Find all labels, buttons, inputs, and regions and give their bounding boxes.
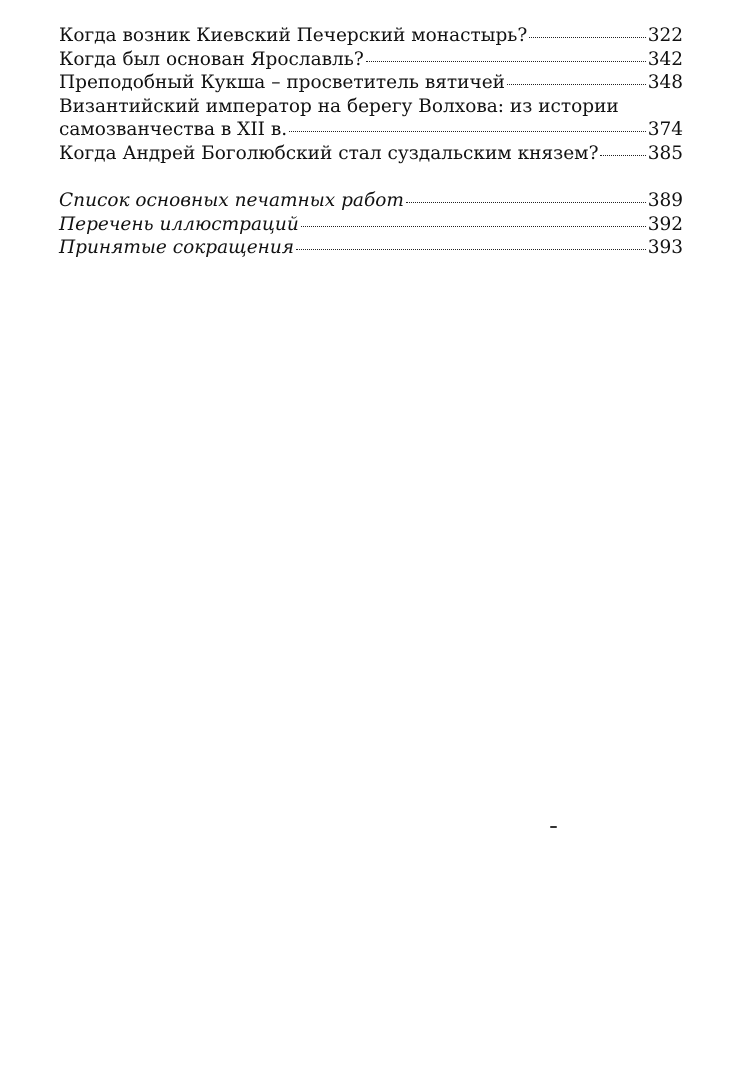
toc-entry-page: 389 (647, 190, 683, 211)
dot-leader (289, 131, 646, 132)
toc-entry-page: 393 (647, 237, 683, 258)
toc-entry-page: 348 (647, 72, 683, 93)
toc-entry (59, 48, 683, 72)
print-speck (550, 826, 557, 828)
dot-leader (406, 202, 646, 203)
toc-entry-title: Когда возник Киевский Печерский монастырь? (59, 25, 528, 46)
toc-entry (59, 142, 683, 166)
table-of-contents (59, 24, 683, 260)
toc-entry-page: 322 (647, 25, 683, 46)
toc-appendix-entry (59, 189, 683, 213)
toc-entry-continuation (59, 118, 683, 142)
toc-entry-title: Принятые сокращения (59, 237, 294, 258)
toc-entry (59, 24, 683, 48)
dot-leader (366, 61, 646, 62)
dot-leader (301, 226, 646, 227)
dot-leader (507, 84, 646, 85)
toc-entry-title-line1: Византийский император на берегу Волхова: из истории (59, 95, 619, 117)
toc-entry (59, 71, 683, 95)
toc-appendix-entry (59, 236, 683, 260)
toc-entry (59, 95, 683, 142)
dot-leader (296, 249, 646, 250)
toc-entry-page: 385 (647, 142, 683, 164)
toc-entry-title-line2: самозванчества в XII в. (59, 119, 288, 140)
toc-entry-title: Список основных печатных работ (59, 190, 404, 211)
toc-entry-page: 392 (647, 213, 683, 235)
toc-entry-title: Перечень иллюстраций (59, 213, 299, 235)
toc-entry-page: 342 (647, 48, 683, 70)
toc-entry-title: Преподобный Кукша – просветитель вятичей (59, 72, 505, 93)
toc-entry-title: Когда был основан Ярославль? (59, 48, 364, 70)
dot-leader (600, 155, 645, 156)
toc-entry-title: Когда Андрей Боголюбский стал суздальским князем? (59, 142, 599, 164)
section-spacer (59, 165, 683, 189)
dot-leader (529, 37, 645, 38)
toc-appendix-entry (59, 213, 683, 237)
toc-entry-page: 374 (647, 119, 683, 140)
